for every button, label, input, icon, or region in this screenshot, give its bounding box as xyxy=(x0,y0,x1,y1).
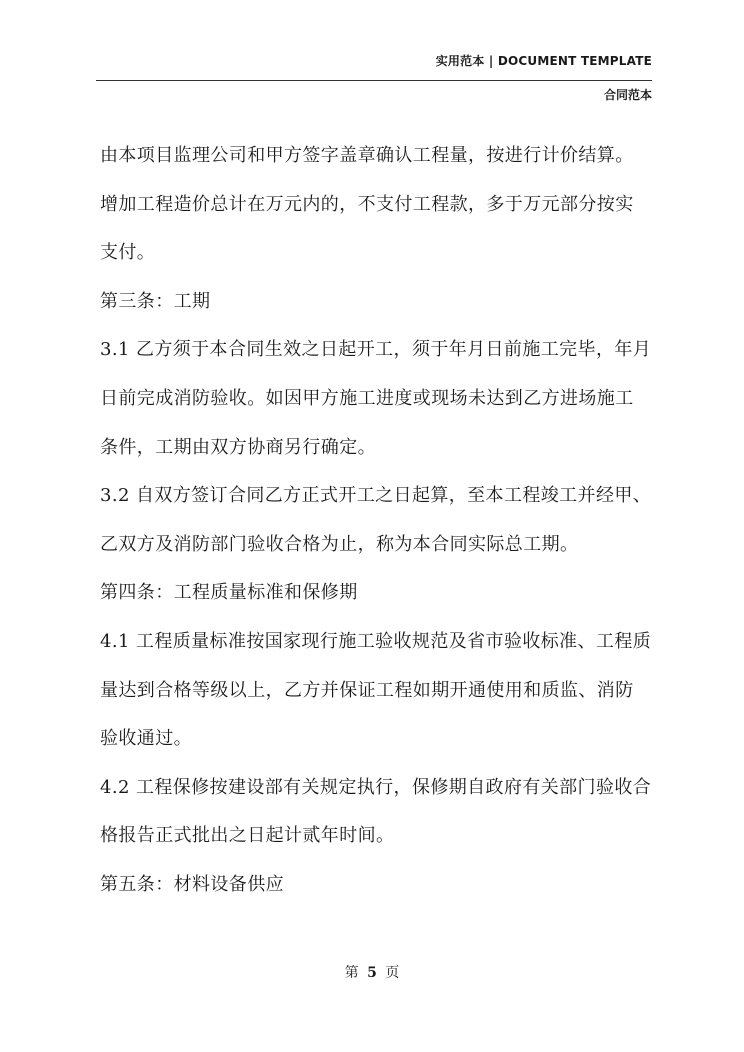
body-line: 4.1 工程质量标准按国家现行施工验收规范及省市验收标准、工程质 xyxy=(100,630,652,652)
body-line: 量达到合格等级以上，乙方并保证工程如期开通使用和质监、消防 xyxy=(100,679,634,701)
body-line: 支付。 xyxy=(100,242,156,264)
document-body xyxy=(100,140,656,918)
body-line: 3.2 自双方签订合同乙方正式开工之日起算，至本工程竣工并经甲、 xyxy=(100,485,652,507)
section-heading: 第五条：材料设备供应 xyxy=(100,873,284,895)
page-number-prefix: 第 xyxy=(344,965,359,981)
header-title: 实用范本 | DOCUMENT TEMPLATE xyxy=(435,54,652,68)
header-subtitle: 合同范本 xyxy=(603,88,652,102)
body-line: 增加工程造价总计在万元内的，不支付工程款，多于万元部分按实 xyxy=(100,193,634,215)
body-line: 3.1 乙方须于本合同生效之日起开工，须于年月日前施工完毕，年月 xyxy=(100,339,652,361)
body-line: 乙双方及消防部门验收合格为止，称为本合同实际总工期。 xyxy=(100,533,579,555)
header-divider xyxy=(96,80,652,81)
body-line: 4.2 工程保修按建设部有关规定执行，保修期自政府有关部门验收合 xyxy=(100,776,652,798)
body-line: 日前完成消防验收。如因甲方施工进度或现场未达到乙方进场施工 xyxy=(100,387,634,409)
section-heading: 第三条：工期 xyxy=(100,290,211,312)
page-footer xyxy=(0,962,744,982)
body-line: 条件，工期由双方协商另行确定。 xyxy=(100,436,376,458)
body-line: 由本项目监理公司和甲方签字盖章确认工程量，按进行计价结算。 xyxy=(100,145,634,166)
section-heading: 第四条：工程质量标准和保修期 xyxy=(100,582,358,604)
body-line: 格报告正式批出之日起计贰年时间。 xyxy=(100,825,395,847)
page-header xyxy=(96,52,652,70)
body-line: 验收通过。 xyxy=(100,728,192,750)
page-number: 5 xyxy=(367,965,377,981)
page-number-suffix: 页 xyxy=(385,965,400,981)
